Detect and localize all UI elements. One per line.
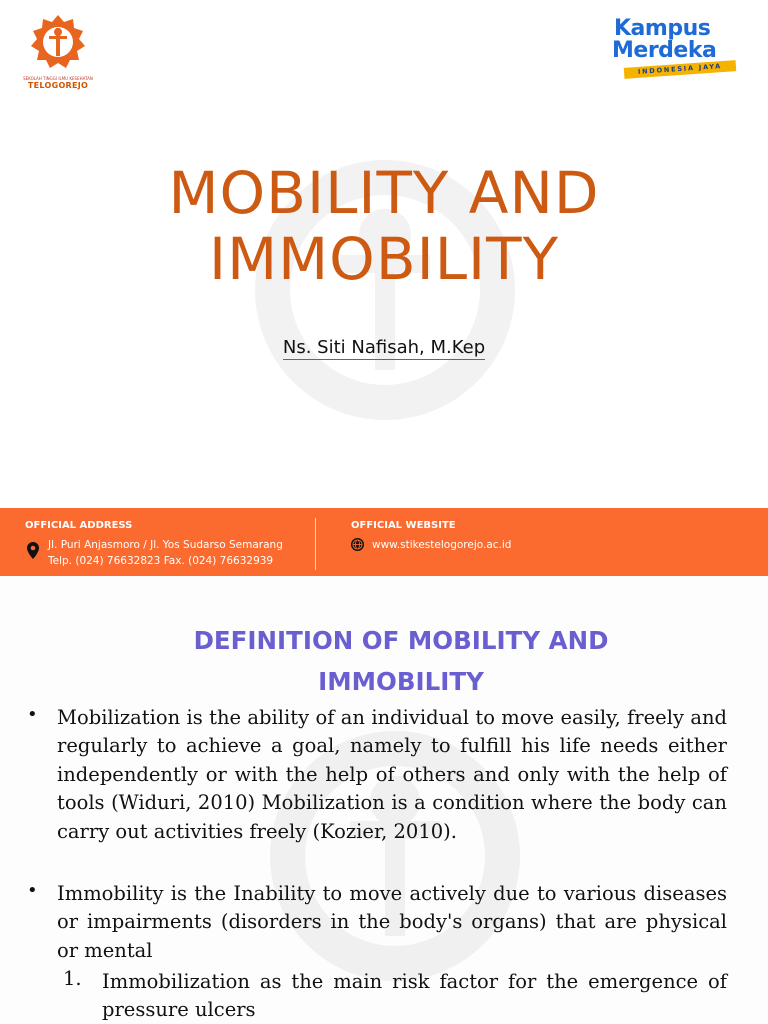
author-name: Ns. Siti Nafisah, M.Kep [282,337,486,358]
author-line [0,337,768,358]
footer-divider [315,518,316,570]
location-pin-icon [27,542,39,559]
immobility-definition: Immobility is the Inability to move actively due to various diseases or impairments (disorders in the body's organs) that are physical or mental [57,882,727,962]
telogorejo-logo [18,14,98,90]
merdeka-text: Merdeka [612,38,717,63]
address-line-1: Jl. Puri Anjasmoro / Jl. Yos Sudarso Semarang [48,539,283,551]
mobilization-definition: Mobilization is the ability of an individual to move easily, freely and regularly to achieve a goal, namely to fulfill his life needs either independently or with the help of others and only with the help of tools (Widuri, 2010) Mobilization is a condition where the body can carry out activities freely (Kozier, 2010). [57,706,727,843]
indonesia-jaya-band: INDONESIA JAYA [624,60,736,79]
section-heading [0,620,768,702]
bullet-marker: • [27,880,38,901]
title-line-1: MOBILITY AND [168,159,600,227]
institution-name: TELOGOREJO [27,81,89,90]
bullet-marker: • [27,704,38,725]
institution-subtitle: SEKOLAH TINGGI ILMU KESEHATAN [23,76,93,81]
contact-footer [0,508,768,576]
website-link[interactable]: www.stikestelogorejo.ac.id [372,539,512,551]
telogorejo-emblem-icon [29,14,87,70]
website-heading: OFFICIAL WEBSITE [351,520,456,531]
kampus-text: Kampus [614,16,711,41]
address-line-2: Telp. (024) 76632823 Fax. (024) 76632939 [48,555,274,567]
list-item: Immobilization as the main risk factor for the emergence of pressure ulcers [102,970,727,1022]
definition-slide [0,576,768,1024]
heading-line-1: DEFINITION OF MOBILITY AND [193,626,609,655]
globe-icon [351,538,364,551]
kampus-merdeka-logo [612,18,742,88]
heading-line-2: IMMOBILITY [318,667,484,696]
presentation-title [0,160,768,292]
title-line-2: IMMOBILITY [208,225,559,293]
address-heading: OFFICIAL ADDRESS [25,520,133,531]
list-number: 1. [63,967,82,990]
